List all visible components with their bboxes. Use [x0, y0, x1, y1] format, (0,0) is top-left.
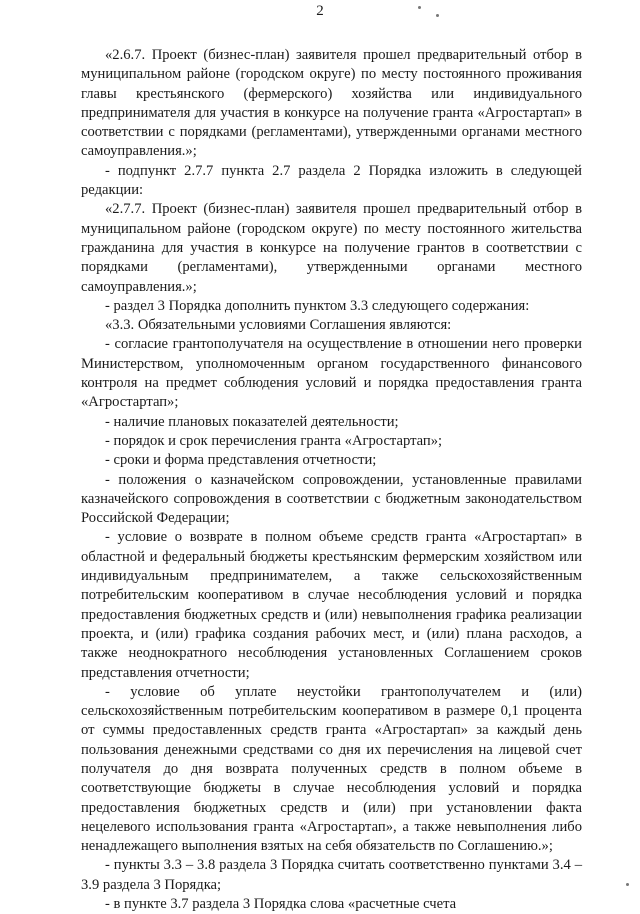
- scan-dot: [436, 14, 439, 17]
- list-item-treasury: - положения о казначейском сопровождении, установленные правилами казначейского сопровождения в соответствии с бюджетным законодательством Российской Федерации;: [81, 471, 582, 527]
- scan-dot: [626, 883, 629, 886]
- scan-dot: [418, 6, 421, 9]
- list-item-transfer-order: - порядок и срок перечисления гранта «Агростартап»;: [105, 432, 443, 449]
- paragraph-amend-2-7-7: - подпункт 2.7.7 пункта 2.7 раздела 2 Порядка изложить в следующей редакции:: [81, 162, 582, 199]
- list-item-reporting: - сроки и форма представления отчетности;: [105, 452, 377, 469]
- paragraph-add-3-3: - раздел 3 Порядка дополнить пунктом 3.3 следующего содержания:: [105, 297, 530, 314]
- paragraph-3-7-words: - в пункте 3.7 раздела 3 Порядка слова «расчетные счета: [105, 896, 457, 913]
- paragraph-3-3-heading: «3.3. Обязательными условиями Соглашения являются:: [105, 317, 452, 334]
- list-item-penalty-condition: - условие об уплате неустойки грантополучателем и (или) сельскохозяйственным потребительским кооперативом в размере 0,1 процента от суммы предоставленных средств гранта «Агростартап» за каждый день пользования денежными средствами со дня их перечисления на лицевой счет получателя до дня возврата полученных средств в полном объеме в соответствующие бюджеты в случае несоблюдения условий и порядка предоставления бюджетных средств и (или) при установлении факта нецелевого использования гранта «Агростартап», а также невыполнения либо ненадлежащего выполнения взятых на себя обязательств по Соглашению.»;: [81, 683, 582, 855]
- list-item-consent: - согласие грантополучателя на осуществление в отношении него проверки Министерством, уполномоченным органом государственного финансового контроля на предмет соблюдения условий и порядка предоставления гранта «Агростартап»;: [81, 336, 582, 411]
- list-item-indicators: - наличие плановых показателей деятельности;: [105, 413, 399, 430]
- document-body: [81, 46, 582, 914]
- paragraph-2-7-7-quote: «2.7.7. Проект (бизнес-план) заявителя прошел предварительный отбор в муниципальном районе (городском округе) по месту постоянного жительства гражданина для участия в конкурсе на получение грантов в соответствии с порядками (регламентами), утвержденными органами местного самоуправления.»;: [81, 201, 582, 295]
- page-number: 2: [316, 3, 324, 19]
- list-item-refund-condition: - условие о возврате в полном объеме средств гранта «Агростартап» в областной и федеральный бюджеты крестьянским фермерским хозяйством или индивидуальным предпринимателем, а также сельскохозяйственным потребительским кооперативом в случае несоблюдения условий и порядка предоставления бюджетных средств и (или) невыполнения графика реализации проекта, и (или) графика создания рабочих мест, и (или) плана расходов, а также неоднократного несоблюдения установленных Соглашением сроков представления отчетности;: [81, 529, 582, 681]
- paragraph-renumber: - пункты 3.3 – 3.8 раздела 3 Порядка считать соответственно пунктами 3.4 – 3.9 раздела 3 Порядка;: [81, 857, 582, 893]
- paragraph-2-6-7-quote: «2.6.7. Проект (бизнес-план) заявителя прошел предварительный отбор в муниципальном районе (городском округе) по месту постоянного проживания главы крестьянского (фермерского) хозяйства или индивидуального предпринимателя для участия в конкурсе на получение гранта «Агростартап» в соответствии с порядками (регламентами), утвержденными органами местного самоуправления.»;: [81, 47, 582, 160]
